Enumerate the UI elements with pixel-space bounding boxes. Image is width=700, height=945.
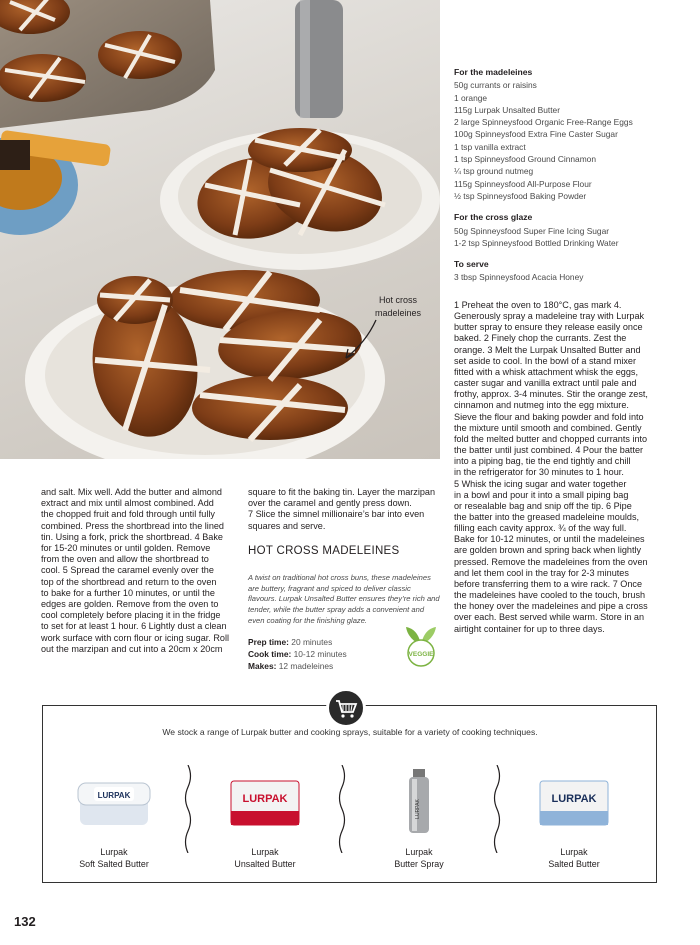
previous-recipe-method-end xyxy=(248,487,443,532)
product-name: Salted Butter xyxy=(548,859,600,870)
ingredient-item: 3 tbsp Spinneysfood Acacia Honey xyxy=(454,272,584,283)
product-soft-salted-butter[interactable] xyxy=(59,765,169,871)
product-butter-spray[interactable] xyxy=(364,765,474,871)
method-line: over each. Best served while warm. Store in an xyxy=(454,612,645,623)
recipe-intro xyxy=(248,573,440,627)
text-line: to set for at least 1 hour. 6 Lightly dust a clean xyxy=(41,621,227,632)
previous-recipe-method xyxy=(41,487,237,655)
method-line: pressed. Remove the madeleines from the oven xyxy=(454,556,648,567)
product-brand: Lurpak xyxy=(100,847,128,857)
product-unsalted-butter[interactable] xyxy=(210,765,320,871)
method-line: the honey over the madeleines and pipe a cross xyxy=(454,601,648,612)
method-line: set aside to cool. In the bowl of a stand mixer xyxy=(454,355,636,366)
product-name: Butter Spray xyxy=(394,859,444,870)
shopping-cart-icon xyxy=(326,688,366,728)
pack-brand: LURPAK xyxy=(551,793,597,805)
product-name: Soft Salted Butter xyxy=(79,859,149,870)
text-line: the chopped fruit and fold through until fully xyxy=(41,509,215,520)
method-line: butter spray to ensure they release easily once xyxy=(454,322,643,333)
product-brand: Lurpak xyxy=(251,847,279,857)
ingredient-item: 1 tsp Spinneysfood Ground Cinnamon xyxy=(454,154,596,165)
prep-label: Prep time: xyxy=(248,637,289,647)
text-line: out the marzipan and cut into a 20cm x 20cm xyxy=(41,643,223,654)
method-line: in the refrigerator for 30 minutes to 1 hour. xyxy=(454,467,624,478)
cook-time xyxy=(248,648,347,660)
text-line: over the caramel and gently press down. xyxy=(248,498,412,509)
text-line: cool. 5 Spread the caramel evenly over the xyxy=(41,565,214,576)
method-line: frothy, approx. 3-4 minutes. Stir the orange zest, xyxy=(454,389,648,400)
cook-label: Cook time: xyxy=(248,649,292,659)
cook-value: 10-12 minutes xyxy=(293,649,347,659)
ingredient-item: ½ tsp Spinneysfood Baking Powder xyxy=(454,190,587,201)
text-line: squares and serve. xyxy=(248,520,326,531)
method-text xyxy=(454,300,690,635)
method-line: airtight container for up to three days. xyxy=(454,623,605,634)
text-line: to bake for a further 10 minutes, or until the xyxy=(41,587,215,598)
text-line: combined. Press the shortbread into the lined xyxy=(41,520,224,531)
ingredient-item: 115g Lurpak Unsalted Butter xyxy=(454,104,560,115)
butter-spray-image xyxy=(379,765,459,835)
method-line: are golden brown and spring back when lightly xyxy=(454,545,642,556)
ingredient-item: 50g currants or raisins xyxy=(454,80,537,91)
text-line: 7 Slice the simnel millionaire’s bar into even xyxy=(248,509,425,520)
makes-value: 12 madeleines xyxy=(278,661,334,671)
product-brand: Lurpak xyxy=(560,847,588,857)
method-line: baked. 2 Finely chop the currants. Zest the xyxy=(454,333,627,344)
pack-brand: LURPAK xyxy=(97,791,131,800)
method-line: fold the melted butter and chopped currants into xyxy=(454,433,648,444)
squiggle-divider xyxy=(492,765,502,853)
recipe-meta xyxy=(248,636,347,672)
butter-block-image xyxy=(225,765,305,835)
ingredient-section xyxy=(454,258,689,284)
prep-time xyxy=(248,636,347,648)
product-brand: Lurpak xyxy=(405,847,433,857)
method-line: orange. 3 Melt the Lurpak Unsalted Butter and xyxy=(454,344,641,355)
ingredient-item: 100g Spinneysfood Extra Fine Caster Sugar xyxy=(454,129,618,140)
method-line: caster sugar and vanilla extract until pale and xyxy=(454,378,637,389)
text-line: cool completely before placing it in the fridge xyxy=(41,610,221,621)
method-line: cinnamon and nutmeg into the egg mixture. xyxy=(454,400,629,411)
text-line: for 15-20 minutes or until golden. Remove xyxy=(41,543,211,554)
text-line: top of the shortbread and return to the oven xyxy=(41,576,217,587)
product-salted-butter[interactable] xyxy=(519,765,629,871)
ingredient-item: ¼ tsp ground nutmeg xyxy=(454,166,534,177)
method-line: in a bowl and pour it into a small piping bag xyxy=(454,489,629,500)
veggie-label: VEGGIE xyxy=(408,651,434,658)
page-number: 132 xyxy=(14,914,36,929)
squiggle-divider xyxy=(183,765,193,853)
text-line: from the oven and allow the shortbread to xyxy=(41,554,209,565)
ingredient-item: 1-2 tsp Spinneysfood Bottled Drinking Water xyxy=(454,237,619,248)
makes-label: Makes: xyxy=(248,661,277,671)
ingredients-list xyxy=(454,66,689,293)
pack-brand: LURPAK xyxy=(415,799,421,819)
method-line: filling each cavity approx. ¾ of the way full. xyxy=(454,523,627,534)
pack-brand: LURPAK xyxy=(242,793,288,805)
method-line: or resealable bag and snip off the tip. 6 Pipe xyxy=(454,500,632,511)
method-line: Bake for 10-12 minutes, or until the madeleines xyxy=(454,534,645,545)
ingredient-section xyxy=(454,66,689,202)
product-name: Unsalted Butter xyxy=(234,859,296,870)
ingredient-item: 1 tsp vanilla extract xyxy=(454,141,526,152)
ingredient-item: 2 large Spinneysfood Organic Free-Range Eggs xyxy=(454,117,633,128)
method-line: the batter until just combined. 4 Pour the batter xyxy=(454,445,644,456)
text-line: work surface with corn flour or icing sugar. Roll xyxy=(41,632,230,643)
text-line: tin. Using a fork, prick the shortbread. 4 Bake xyxy=(41,531,223,542)
prep-value: 20 minutes xyxy=(291,637,333,647)
method-line: fitted with a whisk attachment whisk the eggs, xyxy=(454,366,638,377)
text-line: and salt. Mix well. Add the butter and almond xyxy=(41,487,222,497)
intro-line: flavours. Lurpak Unsalted Butter ensures they’re rich and xyxy=(248,594,440,604)
method-line: the mixture until smooth and combined. Gently xyxy=(454,422,642,433)
caption-arrow-icon xyxy=(340,318,380,364)
ingredient-item: 1 orange xyxy=(454,92,488,103)
text-line: square to fit the baking tin. Layer the marzipan xyxy=(248,487,436,497)
method-line: into a piping bag, tie the end tightly and chill xyxy=(454,456,631,467)
method-line: Generously spray a madeleine tray with Lurpak xyxy=(454,311,645,322)
makes xyxy=(248,660,347,672)
ingredient-heading: For the cross glaze xyxy=(454,212,533,223)
method-line: the madeleines have cooled to the touch, brush xyxy=(454,590,646,601)
intro-line: are buttery, fragrant and spiced to deliver classic xyxy=(248,583,411,593)
butter-tub-image xyxy=(74,765,154,835)
recipe-photo xyxy=(0,0,440,459)
intro-line: tender, while the butter spray adds a convenient and xyxy=(248,605,425,615)
method-line: and let them cool in the tray for 2-3 minutes xyxy=(454,567,629,578)
squiggle-divider xyxy=(337,765,347,853)
method-line: 5 Whisk the icing sugar and water together xyxy=(454,478,627,489)
method-line: before transferring them to a wire rack. 7 Once xyxy=(454,578,643,589)
method-line: 1 Preheat the oven to 180°C, gas mark 4. xyxy=(454,300,622,310)
method-line: Sieve the flour and baking powder and fold into xyxy=(454,411,644,422)
ingredient-item: 115g Spinneysfood All-Purpose Flour xyxy=(454,178,592,189)
intro-line: A twist on traditional hot cross buns, these madeleines xyxy=(248,573,431,582)
ingredient-heading: For the madeleines xyxy=(454,67,533,77)
intro-line: even coating for the finishing glaze. xyxy=(248,615,368,625)
ingredient-section xyxy=(454,211,689,249)
veggie-badge-icon xyxy=(402,625,440,667)
recipe-title: HOT CROSS MADELEINES xyxy=(248,545,400,557)
ingredient-item: 50g Spinneysfood Super Fine Icing Sugar xyxy=(454,225,610,236)
text-line: edges are golden. Remove from the oven to xyxy=(41,599,219,610)
butter-block-image xyxy=(534,765,614,835)
photo-caption: Hot cross madeleines xyxy=(374,295,422,318)
text-line: extract and mix until almost combined. Add xyxy=(41,498,214,509)
madeleines-illustration xyxy=(0,0,440,459)
method-line: the batter into the greased madeleine moulds, xyxy=(454,511,640,522)
promo-text: We stock a range of Lurpak butter and cooking sprays, suitable for a variety of cooking techniques. xyxy=(162,727,538,737)
ingredient-heading: To serve xyxy=(454,259,489,270)
